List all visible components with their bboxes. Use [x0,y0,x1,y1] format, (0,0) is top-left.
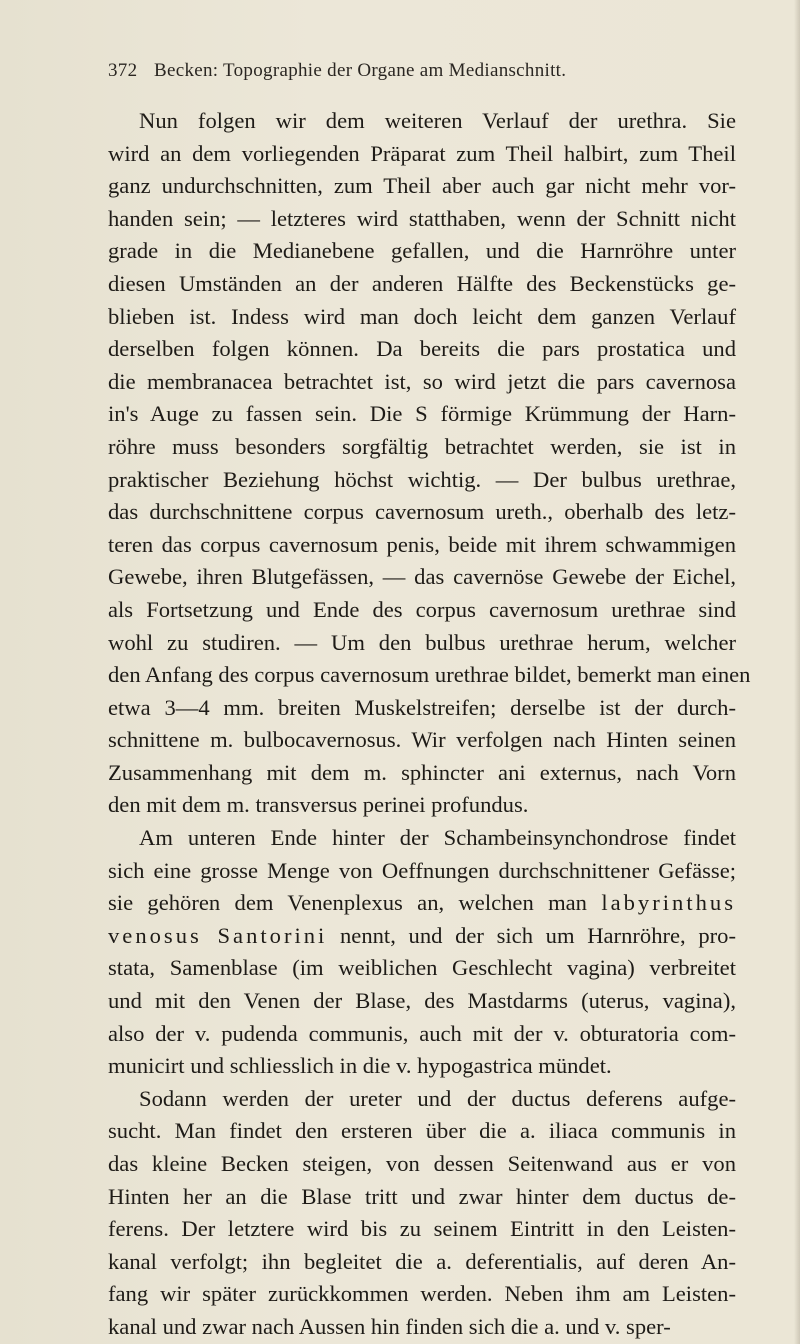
text-line: und mit den Venen der Blase, des Mastdarms (uterus, vagina), [108,988,736,1014]
page-number: 372 [108,60,138,81]
text-line: Am unteren Ende hinter der Schambeinsynchondrose findet [139,825,736,851]
text-line: fang wir später zurückkommen werden. Neben ihm am Leisten- [108,1281,736,1307]
text-line: Sodann werden der ureter und der ductus deferens aufge- [139,1085,736,1111]
text-line: blieben ist. Indess wird man doch leicht dem ganzen Verlauf [108,303,736,329]
paragraph [108,105,751,822]
text-line: etwa 3—4 mm. breiten Muskelstreifen; derselbe ist der durch- [108,694,736,720]
text-line: das durchschnittene corpus cavernosum ureth., oberhalb des letz- [108,499,736,525]
page-edge-shadow [794,0,800,1344]
text-line: derselben folgen können. Da bereits die pars prostatica und [108,336,736,362]
text-line: schnittene m. bulbocavernosus. Wir verfolgen nach Hinten seinen [108,727,736,753]
body-text [108,105,751,1344]
text-line: wird an dem vorliegenden Präparat zum Theil halbirt, zum Theil [108,140,736,166]
text-line: in's Auge zu fassen sein. Die S förmige Krümmung der Harn- [108,401,736,427]
paragraph [108,822,736,1083]
text-line: municirt und schliesslich in die v. hypogastrica mündet. [108,1053,612,1079]
text-line: die membranacea betrachtet ist, so wird jetzt die pars cavernosa [108,368,736,394]
text-line: ferens. Der letztere wird bis zu seinem Eintritt in den Leisten- [108,1216,736,1242]
running-title: Becken: Topographie der Organe am Medianschnitt. [154,60,567,81]
text-line: kanal und zwar nach Aussen hin finden sich die a. und v. sper- [108,1313,671,1339]
text-line: teren das corpus cavernosum penis, beide mit ihrem schwammigen [108,531,736,557]
text-line: den mit dem m. transversus perinei profundus. [108,792,529,818]
text-line: das kleine Becken steigen, von dessen Seitenwand aus er von [108,1151,736,1176]
text-line: als Fortsetzung und Ende des corpus cavernosum urethrae sind [108,596,736,622]
text-line: röhre muss besonders sorgfältig betrachtet werden, sie ist in [108,433,736,459]
text-line: also der v. pudenda communis, auch mit der v. obturatoria com- [108,1020,736,1046]
text-line: grade in die Medianebene gefallen, und die Harnröhre unter [108,238,736,264]
text-line: ganz undurchschnitten, zum Theil aber auch gar nicht mehr vor- [108,173,736,199]
text-line: Hinten her an die Blase tritt und zwar hinter dem ductus de- [108,1183,736,1209]
text-line: Zusammenhang mit dem m. sphincter ani externus, nach Vorn [108,759,736,785]
text-line: handen sein; — letzteres wird statthaben, wenn der Schnitt nicht [108,205,736,231]
running-header [108,60,566,82]
text-line: sie gehören dem Venenplexus an, welchen man labyrinthus [108,890,736,916]
text-line: wohl zu studiren. — Um den bulbus urethrae herum, welcher [108,629,736,655]
text-line: diesen Umständen an der anderen Hälfte des Beckenstücks ge- [108,270,736,296]
text-line: praktischer Beziehung höchst wichtig. — Der bulbus urethrae, [108,466,736,492]
text-line: sucht. Man findet den ersteren über die a. iliaca communis in [108,1118,736,1144]
text-line: Nun folgen wir dem weiteren Verlauf der urethra. Sie [139,108,736,133]
paragraph [108,1083,736,1344]
text-line: Gewebe, ihren Blutgefässen, — das cavernöse Gewebe der Eichel, [108,564,736,590]
text-line: stata, Samenblase (im weiblichen Geschlecht vagina) verbreitet [108,955,736,981]
text-line: venosus Santorini nennt, und der sich um Harnröhre, pro- [108,922,737,948]
text-line: sich eine grosse Menge von Oeffnungen durchschnittener Gefässe; [108,857,736,883]
text-line: den Anfang des corpus cavernosum urethrae bildet, bemerkt man einen [108,662,751,688]
text-line: kanal verfolgt; ihn begleitet die a. deferentialis, auf deren An- [108,1248,736,1274]
